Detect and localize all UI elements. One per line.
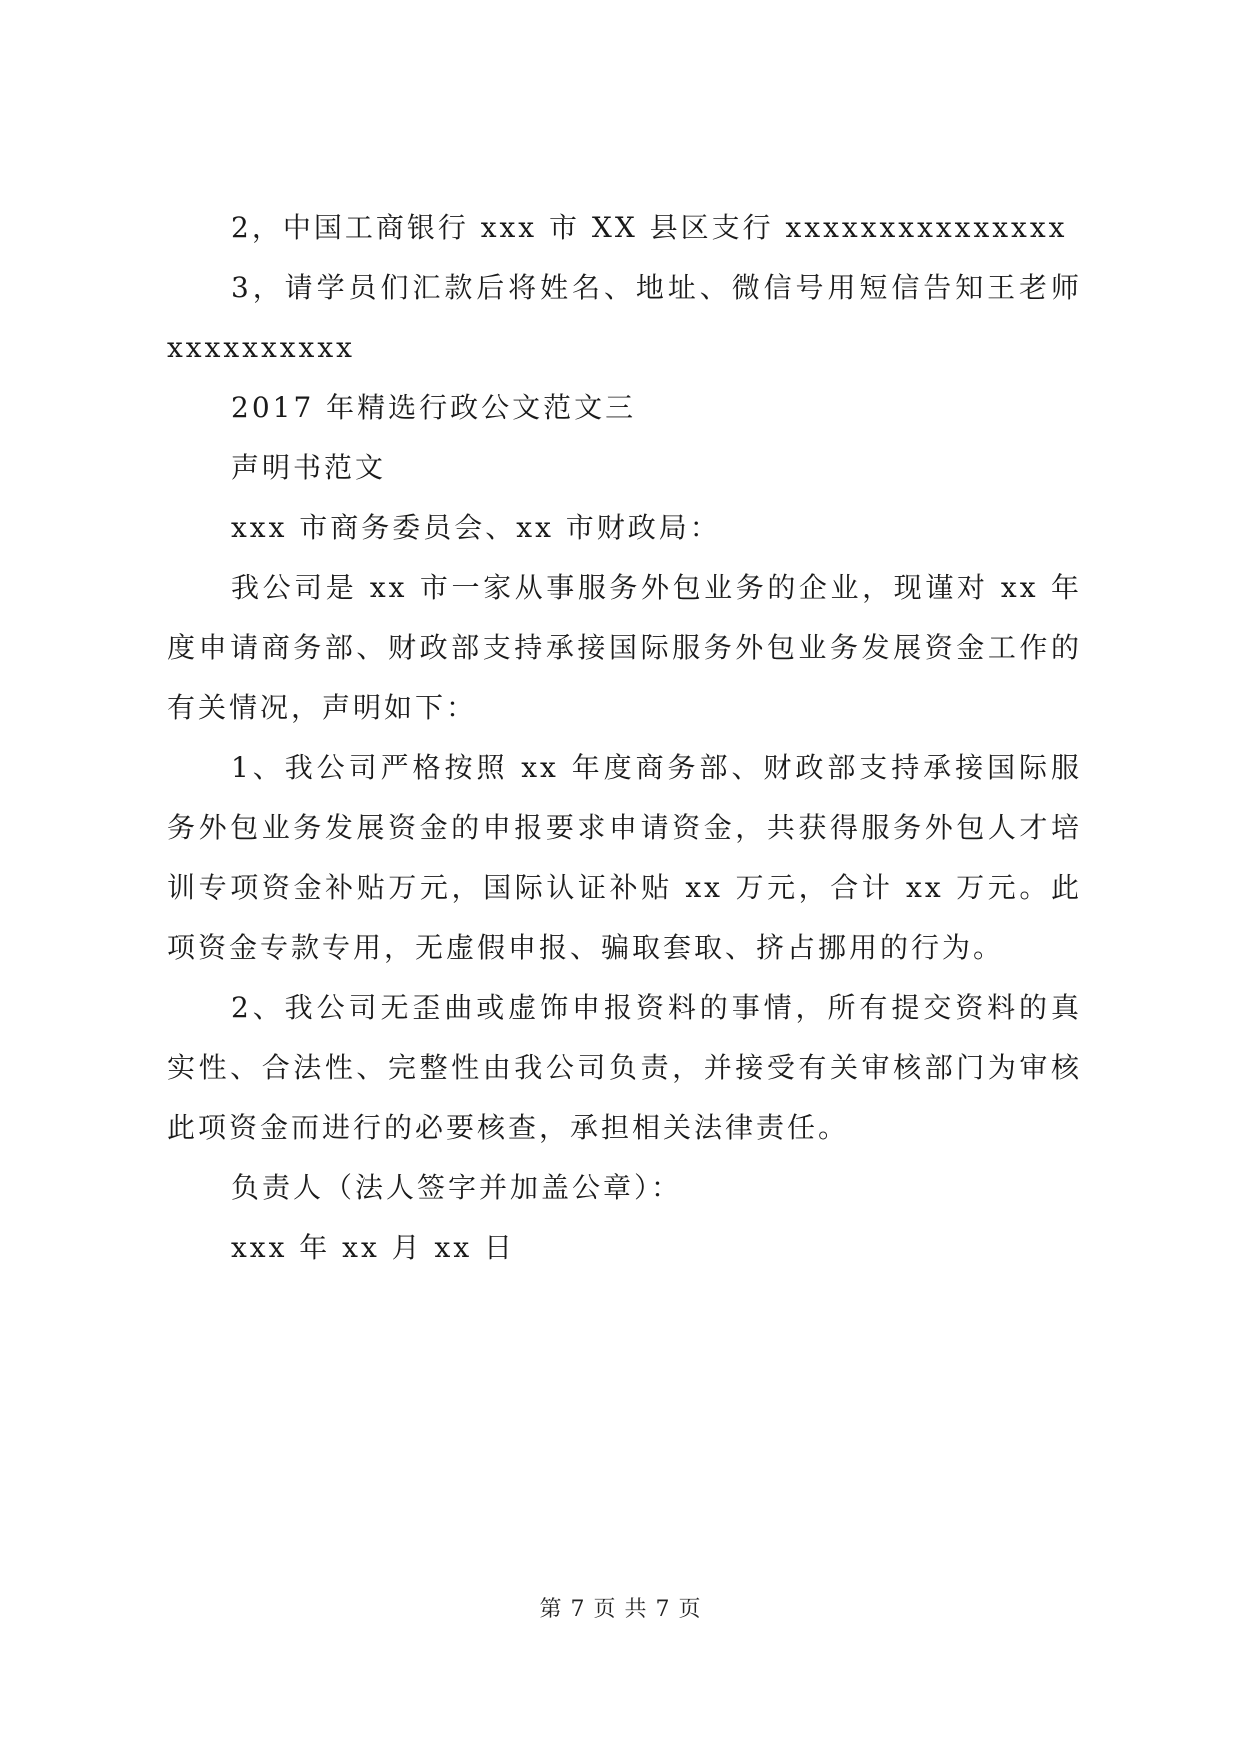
date-line: xxx 年 xx 月 xx 日 [231,1231,516,1264]
paragraph-item-2: 2、我公司无歪曲或虚饰申报资料的事情，所有提交资料的真实性、合法性、完整性由我公司负责，并接受有关审核部门为审核此项资金而进行的必要核查，承担相关法律责任。 [167,991,1082,1144]
signature-line: 负责人（法人签字并加盖公章）： [231,1171,683,1204]
document-body [167,198,1082,1278]
addressee: xxx 市商务委员会、xx 市财政局： [231,511,721,544]
paragraph-remittance-notice: 3，请学员们汇款后将姓名、地址、微信号用短信告知王老师 xxxxxxxxxx [167,271,1082,364]
paragraph-bank-account: 2，中国工商银行 xxx 市 XX 县区支行 xxxxxxxxxxxxxxx [231,211,1068,244]
paragraph-item-1: 1、我公司严格按照 xx 年度商务部、财政部支持承接国际服务外包业务发展资金的申报要求申请资金，共获得服务外包人才培训专项资金补贴万元，国际认证补贴 xx 万元，合计 xx 万元。此项资金专款专用，无虚假申报、骗取套取、挤占挪用的行为。 [167,751,1082,964]
document-title: 声明书范文 [231,451,387,484]
section-heading: 2017 年精选行政公文范文三 [231,391,637,424]
page-number-footer: 第 7 页 共 7 页 [539,1597,702,1622]
paragraph-intro: 我公司是 xx 市一家从事服务外包业务的企业，现谨对 xx 年度申请商务部、财政部支持承接国际服务外包业务发展资金工作的有关情况，声明如下： [167,571,1082,724]
